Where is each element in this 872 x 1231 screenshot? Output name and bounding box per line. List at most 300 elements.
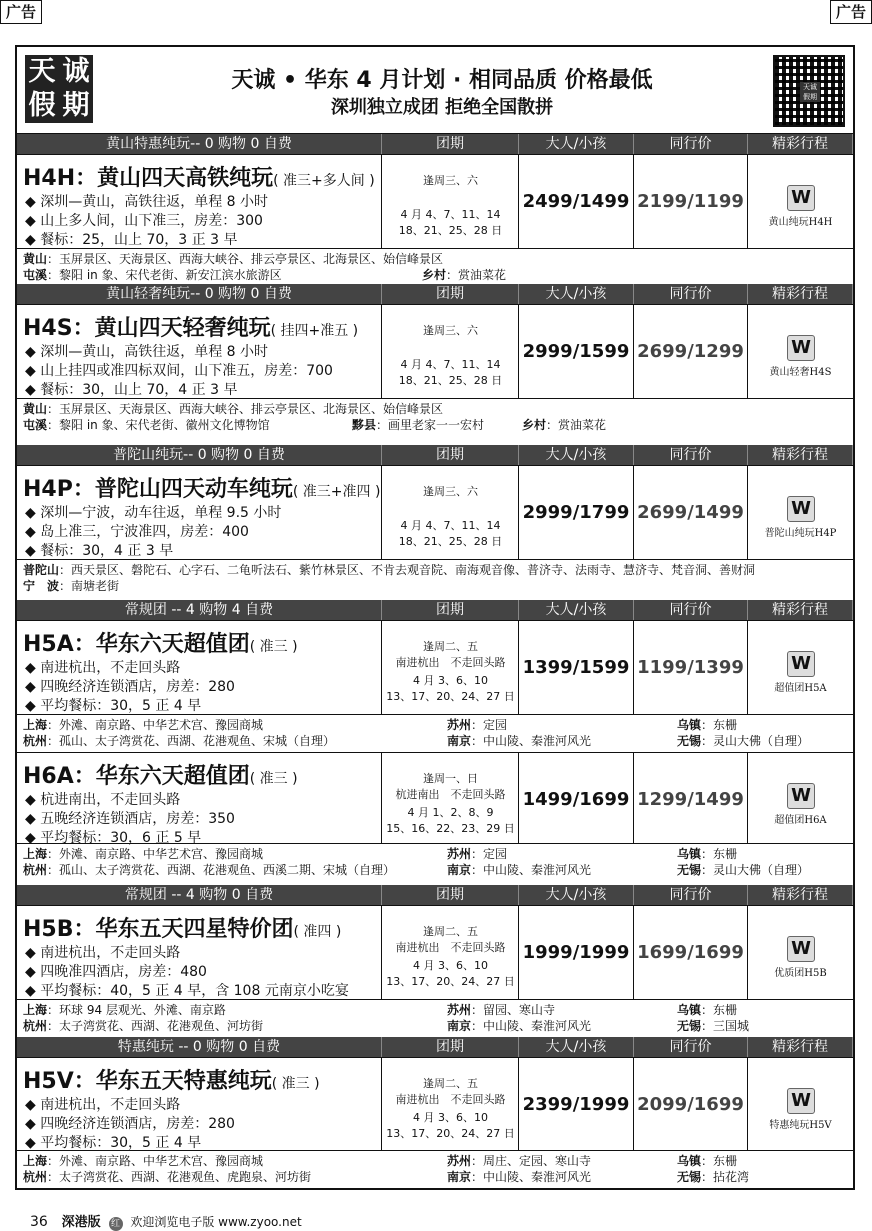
itinerary-cell[interactable] — [748, 1058, 853, 1151]
qr-label: 天诚假期 — [800, 82, 820, 102]
product-title — [23, 1064, 320, 1095]
sight-place: 无锡 — [677, 863, 702, 877]
sight-place: 乌镇 — [677, 1003, 702, 1017]
sights-row — [17, 401, 853, 417]
date-line: 18、21、25、28 日 — [398, 374, 503, 387]
sight-entry — [23, 401, 443, 417]
date-line: 15、16、22、23、29 日 — [386, 822, 515, 835]
edition-badge-icon: 红 — [109, 1217, 123, 1231]
depart-days-text: 逢周二、五 — [423, 1077, 478, 1090]
departure-days — [382, 173, 519, 189]
category-label: 黄山特惠纯玩-- 0 购物 0 自费 — [17, 134, 382, 154]
sights-row — [17, 267, 853, 283]
product-info — [17, 753, 382, 844]
word-document-icon[interactable]: W — [787, 335, 815, 361]
sight-place: 南京 — [447, 863, 472, 877]
feature-item: ◆ 餐标：30，山上 70，4 正 3 早 — [25, 381, 333, 400]
logo-char: 诚 — [62, 56, 90, 87]
category-header — [17, 445, 853, 465]
feature-item: ◆ 平均餐标：30，5 正 4 早 — [25, 697, 235, 716]
hotel-grade: ( 准四 ) — [293, 924, 342, 940]
sight-entry — [677, 1169, 749, 1185]
sight-entry — [23, 417, 270, 433]
departure-days — [382, 639, 519, 671]
hotel-grade: ( 准三 ) — [249, 771, 298, 787]
col-trade-price: 同行价 — [634, 134, 748, 154]
sight-entry — [447, 1153, 591, 1169]
price-cell — [519, 466, 634, 560]
departure-dates — [382, 673, 519, 705]
sights-row — [17, 733, 853, 749]
col-price: 大人/小孩 — [519, 1037, 634, 1057]
sights-row — [17, 1153, 853, 1169]
product-row — [17, 1057, 853, 1151]
col-departures: 团期 — [382, 445, 519, 465]
col-itinerary: 精彩行程 — [748, 600, 853, 620]
sight-entry — [677, 1018, 749, 1034]
feature-item: ◆ 南进杭出，不走回头路 — [25, 659, 235, 678]
brand-logo — [25, 55, 93, 123]
sight-entry — [447, 1002, 555, 1018]
product-info — [17, 305, 382, 399]
trade-price-cell — [634, 466, 748, 560]
feature-item: ◆ 杭进南出，不走回头路 — [25, 791, 235, 810]
feature-item: ◆ 深圳—宁波，动车往返，单程 9.5 小时 — [25, 504, 281, 523]
col-price: 大人/小孩 — [519, 134, 634, 154]
sights-row — [17, 1169, 853, 1185]
product-title — [23, 161, 375, 192]
word-document-icon[interactable]: W — [787, 651, 815, 677]
feature-list — [25, 193, 268, 250]
sight-detail: ：中山陵、秦淮河风光 — [471, 1019, 592, 1033]
adult-child-price: 2399/1999 — [522, 1094, 630, 1115]
sight-place: 乌镇 — [677, 718, 702, 732]
sight-detail: ：东栅 — [701, 1003, 738, 1017]
sights-row — [17, 251, 853, 267]
sight-place: 上海 — [23, 1154, 48, 1168]
feature-list — [25, 1096, 235, 1153]
product-info — [17, 466, 382, 560]
sight-detail: ：灵山大佛（自理） — [701, 734, 810, 748]
trade-price-cell — [634, 1058, 748, 1151]
sight-entry — [447, 717, 507, 733]
trade-price-cell — [634, 753, 748, 844]
col-trade-price: 同行价 — [634, 445, 748, 465]
header — [17, 47, 853, 135]
depart-days-text: 逢周三、六 — [423, 485, 478, 498]
feature-item: ◆ 山上多人间，山下准三，房差：300 — [25, 212, 268, 231]
page-subtitle: 深圳独立成团 拒绝全国散拼 — [330, 97, 554, 118]
sight-detail: ：外滩、南京路、中华艺术宫、豫园商城 — [47, 1154, 264, 1168]
category-label: 特惠纯玩 -- 0 购物 0 自费 — [17, 1037, 382, 1057]
sight-entry — [447, 846, 507, 862]
sight-place: 屯溪 — [23, 268, 48, 282]
trade-price: 2199/1199 — [637, 191, 744, 212]
product-title — [23, 472, 380, 503]
date-line: 13、17、20、24、27 日 — [386, 1127, 515, 1140]
sight-detail: ：画里老家一一宏村 — [376, 418, 485, 432]
date-line: 4 月 3、6、10 — [413, 1111, 488, 1124]
sight-place: 上海 — [23, 1003, 48, 1017]
sights-list — [17, 559, 853, 598]
departure-cell — [382, 466, 519, 560]
depart-days-text: 逢周三、六 — [423, 324, 478, 337]
feature-item: ◆ 山上挂四或准四标双间，山下准五，房差：700 — [25, 362, 333, 381]
sight-detail: ：玉屏景区、天海景区、西海大峡谷、排云亭景区、北海景区、始信峰景区 — [47, 402, 444, 416]
col-departures: 团期 — [382, 885, 519, 905]
date-line: 4 月 3、6、10 — [413, 959, 488, 972]
sights-row — [17, 862, 853, 878]
feature-list — [25, 343, 333, 400]
sight-entry — [23, 562, 755, 578]
col-itinerary: 精彩行程 — [748, 1037, 853, 1057]
sight-entry — [23, 862, 395, 878]
col-itinerary: 精彩行程 — [748, 284, 853, 304]
itinerary-cell[interactable] — [748, 305, 853, 399]
sight-place: 苏州 — [447, 1154, 472, 1168]
feature-item: ◆ 岛上准三，宁波准四，房差：400 — [25, 523, 281, 542]
logo-char: 期 — [62, 90, 90, 121]
sight-place: 杭州 — [23, 1170, 48, 1184]
sight-place: 无锡 — [677, 734, 702, 748]
departure-cell — [382, 1058, 519, 1151]
date-line: 4 月 4、7、11、14 — [400, 358, 501, 371]
word-document-icon[interactable]: W — [787, 185, 815, 211]
itinerary-cell[interactable] — [748, 621, 853, 715]
sight-detail: ：周庄、定园、寒山寺 — [471, 1154, 592, 1168]
product-row — [17, 465, 853, 560]
sight-place: 苏州 — [447, 1003, 472, 1017]
feature-item: ◆ 四晚准四酒店，房差：480 — [25, 963, 349, 982]
col-itinerary: 精彩行程 — [748, 445, 853, 465]
itinerary-cell[interactable] — [748, 466, 853, 560]
word-document-icon[interactable]: W — [787, 783, 815, 809]
sights-list — [17, 1150, 853, 1189]
sights-row — [17, 562, 853, 578]
date-line: 4 月 4、7、11、14 — [400, 519, 501, 532]
feature-list — [25, 944, 349, 1001]
depart-days-text: 逢周二、五 — [423, 925, 478, 938]
sight-entry — [23, 1018, 263, 1034]
sight-detail: ：赏油菜花 — [546, 418, 607, 432]
feature-list — [25, 791, 235, 848]
adult-child-price: 2499/1499 — [522, 191, 630, 212]
sight-place: 乡村 — [422, 268, 447, 282]
col-price: 大人/小孩 — [519, 445, 634, 465]
feature-item: ◆ 深圳—黄山，高铁往返，单程 8 小时 — [25, 193, 268, 212]
sight-detail: ：三国城 — [701, 1019, 750, 1033]
route-note: 南进杭出 不走回头路 — [395, 941, 506, 954]
sight-entry — [23, 717, 263, 733]
trade-price-cell — [634, 621, 748, 715]
col-itinerary: 精彩行程 — [748, 134, 853, 154]
price-cell — [519, 155, 634, 249]
departure-days — [382, 323, 519, 339]
feature-item: ◆ 五晚经济连锁酒店，房差：350 — [25, 810, 235, 829]
trade-price: 2699/1499 — [637, 502, 744, 523]
sight-place: 乌镇 — [677, 1154, 702, 1168]
col-departures: 团期 — [382, 600, 519, 620]
sight-detail: ：环球 94 层观光、外滩、南京路 — [47, 1003, 226, 1017]
sight-entry — [23, 578, 119, 594]
sight-place: 杭州 — [23, 734, 48, 748]
departure-cell — [382, 906, 519, 1000]
itinerary-file-name[interactable]: 特惠纯玩H5V — [769, 1120, 832, 1131]
category-header — [17, 1037, 853, 1057]
col-departures: 团期 — [382, 134, 519, 154]
itinerary-file-name[interactable]: 黄山纯玩H4H — [768, 217, 833, 228]
itinerary-file-name[interactable]: 普陀山纯玩H4P — [764, 528, 837, 539]
itinerary-file-name[interactable]: 优质团H5B — [774, 968, 827, 979]
adult-child-price: 1999/1999 — [522, 942, 630, 963]
sight-detail: ：太子湾赏花、西湖、花港观鱼、虎跑泉、河坊街 — [47, 1170, 312, 1184]
sight-place: 苏州 — [447, 718, 472, 732]
sight-detail: ：孤山、太子湾赏花、西湖、花港观鱼、西溪二期、宋城（自理） — [47, 863, 396, 877]
sight-entry — [447, 733, 591, 749]
product-code-title: H5B：华东五天四星特价团 — [23, 917, 294, 942]
col-price: 大人/小孩 — [519, 885, 634, 905]
sight-detail: ：玉屏景区、天海景区、西海大峡谷、排云亭景区、北海景区、始信峰景区 — [47, 252, 444, 266]
sight-detail: ：黎阳 in 象、宋代老街、徽州文化博物馆 — [47, 418, 270, 432]
sights-list — [17, 398, 853, 437]
product-code-title: H4S：黄山四天轻奢纯玩 — [23, 316, 271, 341]
sight-entry — [677, 846, 737, 862]
sight-detail: ：中山陵、秦淮河风光 — [471, 734, 592, 748]
word-document-icon[interactable]: W — [787, 496, 815, 522]
trade-price-cell — [634, 906, 748, 1000]
sight-detail: ：拈花湾 — [701, 1170, 750, 1184]
sight-place: 乡村 — [522, 418, 547, 432]
page-number: 36 — [30, 1214, 48, 1230]
feature-list — [25, 659, 235, 716]
feature-item: ◆ 南进杭出，不走回头路 — [25, 1096, 235, 1115]
sight-detail: ：外滩、南京路、中华艺术宫、豫园商城 — [47, 718, 264, 732]
itinerary-cell[interactable] — [748, 155, 853, 249]
ad-frame — [15, 45, 855, 1190]
adult-child-price: 1499/1699 — [522, 789, 630, 810]
category-header — [17, 134, 853, 154]
sight-detail: ：东栅 — [701, 847, 738, 861]
sights-list — [17, 248, 853, 287]
product-title — [23, 912, 341, 943]
footer-link[interactable]: 欢迎浏览电子版 www.zyoo.net — [130, 1215, 302, 1229]
product-info — [17, 155, 382, 249]
hotel-grade: ( 准三 ) — [271, 1076, 320, 1092]
product-code-title: H5V：华东五天特惠纯玩 — [23, 1069, 272, 1094]
product-row — [17, 154, 853, 249]
date-line: 4 月 4、7、11、14 — [400, 208, 501, 221]
sight-entry — [352, 417, 484, 433]
category-label: 常规团 -- 4 购物 4 自费 — [17, 600, 382, 620]
sights-row — [17, 578, 853, 594]
category-header — [17, 600, 853, 620]
sight-entry — [677, 862, 809, 878]
sight-entry — [677, 733, 809, 749]
adult-child-price: 2999/1799 — [522, 502, 630, 523]
sight-entry — [23, 267, 282, 283]
sight-entry — [522, 417, 606, 433]
sight-entry — [23, 1153, 263, 1169]
feature-item: ◆ 餐标：25，山上 70，3 正 3 早 — [25, 231, 268, 250]
trade-price: 1199/1399 — [637, 657, 744, 678]
departure-cell — [382, 155, 519, 249]
price-cell — [519, 1058, 634, 1151]
edition-label: 深港版 — [61, 1215, 101, 1230]
page-title: 天诚 • 华东 4 月计划 · 相同品质 价格最低 — [231, 68, 653, 93]
product-title — [23, 759, 298, 790]
sight-detail: ：中山陵、秦淮河风光 — [471, 863, 592, 877]
sight-entry — [677, 1153, 737, 1169]
sight-place: 无锡 — [677, 1019, 702, 1033]
sights-row — [17, 1002, 853, 1018]
date-line: 13、17、20、24、27 日 — [386, 690, 515, 703]
feature-item: ◆ 四晚经济连锁酒店，房差：280 — [25, 1115, 235, 1134]
col-price: 大人/小孩 — [519, 284, 634, 304]
depart-days-text: 逢周三、六 — [423, 174, 478, 187]
col-departures: 团期 — [382, 284, 519, 304]
sight-detail: ：黎阳 in 象、宋代老街、新安江滨水旅游区 — [47, 268, 282, 282]
feature-item: ◆ 四晚经济连锁酒店，房差：280 — [25, 678, 235, 697]
adult-child-price: 1399/1599 — [522, 657, 630, 678]
sight-entry — [447, 1169, 591, 1185]
product-code-title: H4P：普陀山四天动车纯玩 — [23, 477, 293, 502]
logo-char: 假 — [28, 90, 56, 121]
sight-place: 黄山 — [23, 402, 48, 416]
itinerary-file-name[interactable]: 超值团H5A — [774, 683, 827, 694]
sight-detail: ：赏油菜花 — [446, 268, 507, 282]
route-note: 南进杭出 不走回头路 — [395, 1093, 506, 1106]
product-title — [23, 627, 298, 658]
sight-detail: ：留园、寒山寺 — [471, 1003, 556, 1017]
col-trade-price: 同行价 — [634, 284, 748, 304]
product-info — [17, 906, 382, 1000]
sights-row — [17, 417, 853, 433]
trade-price: 1699/1699 — [637, 942, 744, 963]
trade-price: 1299/1499 — [637, 789, 744, 810]
hotel-grade: ( 挂四+准五 ) — [270, 323, 359, 339]
sight-entry — [23, 846, 263, 862]
itinerary-cell[interactable] — [748, 906, 853, 1000]
sight-place: 普陀山 — [23, 563, 60, 577]
sight-entry — [447, 862, 591, 878]
price-cell — [519, 906, 634, 1000]
col-trade-price: 同行价 — [634, 1037, 748, 1057]
sight-place: 黟县 — [352, 418, 377, 432]
sight-place: 宁 波 — [23, 579, 60, 593]
route-note: 杭进南出 不走回头路 — [395, 788, 506, 801]
price-cell — [519, 621, 634, 715]
sight-detail: ：中山陵、秦淮河风光 — [471, 1170, 592, 1184]
departure-dates — [382, 518, 519, 550]
sight-entry — [23, 1169, 311, 1185]
sight-entry — [447, 1018, 591, 1034]
feature-item: ◆ 平均餐标：30，5 正 4 早 — [25, 1134, 235, 1153]
itinerary-file-name[interactable]: 超值团H6A — [774, 815, 827, 826]
category-header — [17, 284, 853, 304]
product-code-title: H6A：华东六天超值团 — [23, 764, 250, 789]
ad-label-left: 广告 — [0, 0, 42, 24]
product-row — [17, 752, 853, 844]
sight-detail: ：定园 — [471, 718, 508, 732]
sights-list — [17, 843, 853, 882]
category-label: 常规团 -- 4 购物 0 自费 — [17, 885, 382, 905]
date-line: 13、17、20、24、27 日 — [386, 975, 515, 988]
sight-entry — [422, 267, 506, 283]
depart-days-text: 逢周二、五 — [423, 640, 478, 653]
departure-dates — [382, 958, 519, 990]
sight-entry — [677, 717, 737, 733]
sight-place: 无锡 — [677, 1170, 702, 1184]
product-info — [17, 621, 382, 715]
sight-detail: ：定园 — [471, 847, 508, 861]
depart-days-text: 逢周一、日 — [423, 772, 478, 785]
sight-place: 上海 — [23, 718, 48, 732]
departure-dates — [382, 1110, 519, 1142]
sight-place: 杭州 — [23, 1019, 48, 1033]
col-itinerary: 精彩行程 — [748, 885, 853, 905]
hotel-grade: ( 准三+准四 ) — [292, 484, 381, 500]
price-cell — [519, 305, 634, 399]
itinerary-cell[interactable] — [748, 753, 853, 844]
adult-child-price: 2999/1599 — [522, 341, 630, 362]
feature-item: ◆ 餐标：30，4 正 3 早 — [25, 542, 281, 561]
departure-days — [382, 771, 519, 803]
sight-place: 上海 — [23, 847, 48, 861]
hotel-grade: ( 准三+多人间 ) — [273, 173, 375, 189]
trade-price-cell — [634, 155, 748, 249]
sight-detail: ：孤山、太子湾赏花、西湖、花港观鱼、宋城（自理） — [47, 734, 336, 748]
logo-char: 天 — [28, 56, 56, 87]
departure-days — [382, 484, 519, 500]
word-document-icon[interactable]: W — [787, 1088, 815, 1114]
sights-row — [17, 846, 853, 862]
date-line: 18、21、25、28 日 — [398, 535, 503, 548]
ad-label-right: 广告 — [830, 0, 872, 24]
word-document-icon[interactable]: W — [787, 936, 815, 962]
sight-detail: ：东栅 — [701, 718, 738, 732]
category-header — [17, 885, 853, 905]
product-title — [23, 311, 358, 342]
departure-cell — [382, 621, 519, 715]
feature-item: ◆ 平均餐标：30，6 正 5 早 — [25, 829, 235, 848]
col-departures: 团期 — [382, 1037, 519, 1057]
sight-place: 南京 — [447, 1019, 472, 1033]
sight-entry — [23, 733, 335, 749]
sight-detail: ：南塘老街 — [59, 579, 120, 593]
qr-code-icon[interactable] — [773, 55, 845, 127]
footer — [30, 1211, 302, 1231]
col-trade-price: 同行价 — [634, 885, 748, 905]
sight-entry — [23, 1002, 226, 1018]
sight-entry — [677, 1002, 737, 1018]
col-trade-price: 同行价 — [634, 600, 748, 620]
departure-days — [382, 1076, 519, 1108]
itinerary-file-name[interactable]: 黄山轻奢H4S — [769, 367, 832, 378]
sight-detail: ：西天景区、磐陀石、心字石、二龟听法石、紫竹林景区、不肯去观音院、南海观音像、普济寺、法雨寺、慧济寺、梵音洞、善财洞 — [59, 563, 756, 577]
trade-price: 2099/1699 — [637, 1094, 744, 1115]
sight-entry — [23, 251, 443, 267]
hotel-grade: ( 准三 ) — [249, 639, 298, 655]
sight-detail: ：外滩、南京路、中华艺术宫、豫园商城 — [47, 847, 264, 861]
sight-place: 乌镇 — [677, 847, 702, 861]
sight-detail: ：东栅 — [701, 1154, 738, 1168]
sight-place: 杭州 — [23, 863, 48, 877]
departure-dates — [382, 805, 519, 837]
departure-dates — [382, 357, 519, 389]
col-price: 大人/小孩 — [519, 600, 634, 620]
product-row — [17, 304, 853, 399]
product-row — [17, 905, 853, 1000]
